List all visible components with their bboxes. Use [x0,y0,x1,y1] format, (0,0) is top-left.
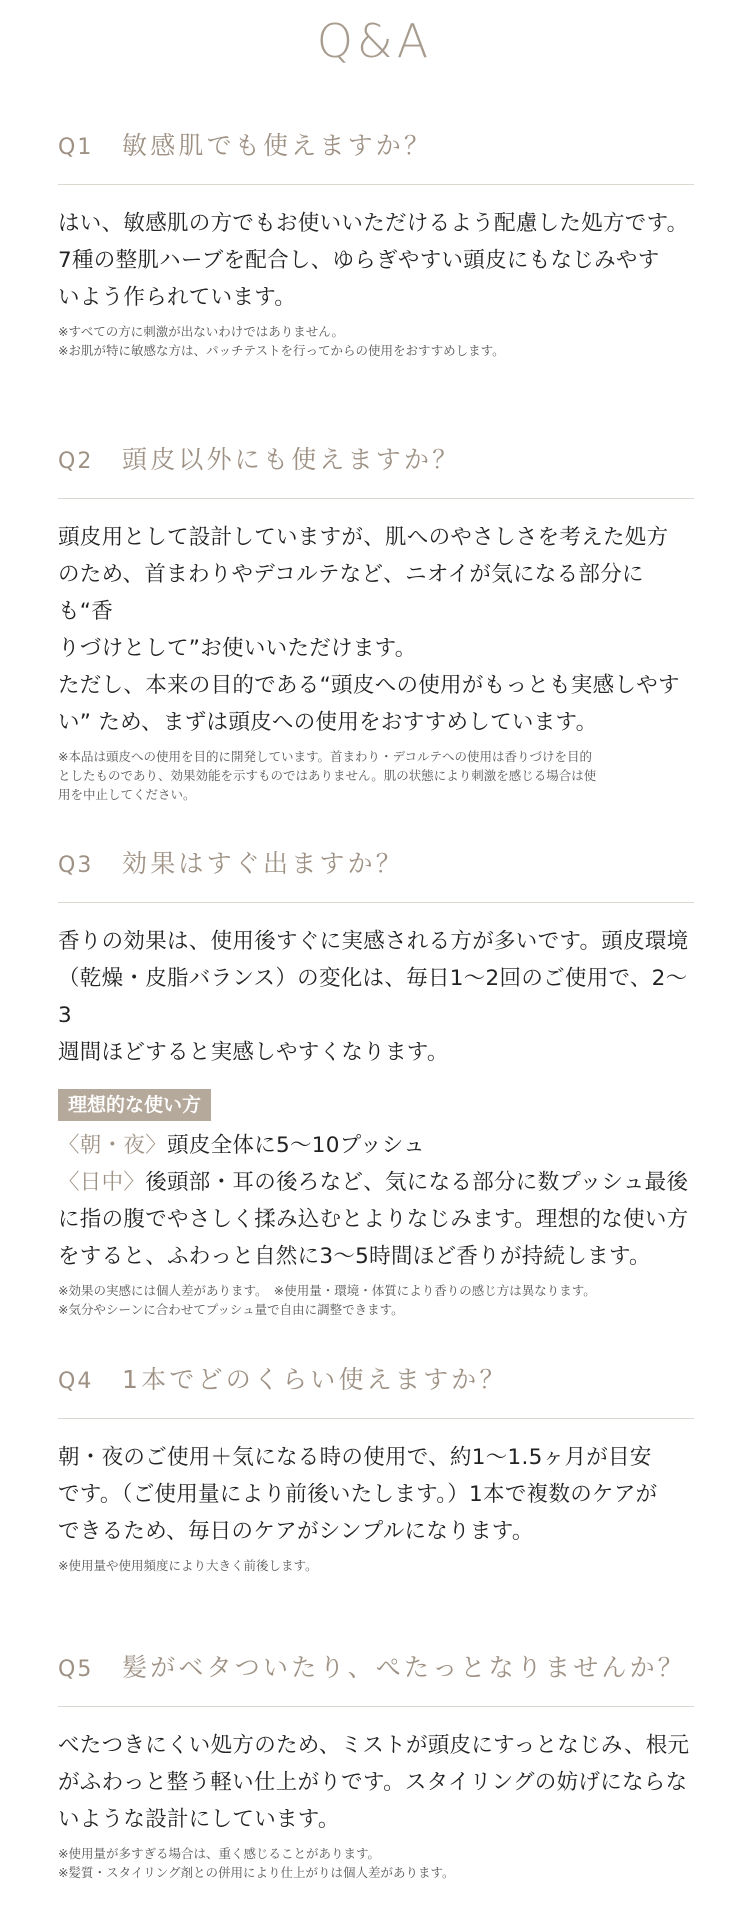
question-text: 1本でどのくらい使えますか？ [122,1365,508,1394]
answer-line: べたつきにくい処方のため、ミストが頭皮にすっとなじみ、根元 [58,1733,690,1758]
question-number: Q1 [58,135,94,160]
divider [58,498,694,499]
question-text: 頭皮以外にも使えますか？ [122,445,461,474]
answer-line: 頭皮用として設計していますが、肌へのやさしさを考えた処方 [58,525,669,550]
footnote-line: ※お肌が特に敏感な方は、パッチテストを行ってからの使用をおすすめします。 [58,343,505,358]
question-row [58,1352,694,1408]
footnote-line: ※髪質・スタイリング剤との併用により仕上がりは個人差があります。 [58,1865,455,1880]
answer [58,923,694,1071]
question-row [58,432,694,488]
answer [58,519,694,741]
answer-line: いよう作られています。 [58,285,297,310]
question-text: 敏感肌でも使えますか？ [122,131,433,160]
usage-tag: 〈朝・夜〉 [58,1133,168,1158]
answer-line: りづけとして”お使いいただけます。 [58,636,417,661]
usage-text: 後頭部・耳の後ろなど、気になる部分に数プッシュ最後 [145,1170,689,1195]
answer-line: できるため、毎日のケアがシンプルになります。 [58,1519,534,1544]
usage-tag: 〈日中〉 [58,1170,146,1195]
answer-line: 7種の整肌ハーブを配合し、ゆらぎやすい頭皮にもなじみやす [58,248,660,273]
question-text: 髪がベタついたり、ぺたっとなりませんか？ [122,1653,687,1682]
usage-line [58,1164,694,1201]
answer [58,1727,694,1838]
question-row [58,118,694,174]
divider [58,902,694,903]
footnote [58,1556,694,1575]
footnote [58,322,694,360]
qa-item-q2 [58,432,694,804]
question-row [58,1640,694,1696]
divider [58,1706,694,1707]
question-number: Q5 [58,1657,94,1682]
answer-line: 香りの効果は、使用後すぐに実感される方が多いです。頭皮環境 [58,929,689,954]
answer-line: いような設計にしています。 [58,1807,340,1832]
answer-line: 朝・夜のご使用＋気になる時の使用で、約1〜1.5ヶ月が目安 [58,1445,652,1470]
footnote [58,1281,694,1319]
question-row [58,836,694,892]
answer-line: です。（ご使用量により前後いたします。）1本で複数のケアが [58,1482,658,1507]
footnote-line: 用を中止してください。 [58,787,196,802]
divider [58,1418,694,1419]
footnote-line: ※使用量が多すぎる場合は、重く感じることがあります。 [58,1846,380,1861]
answer-line: がふわっと整う軽い仕上がりです。スタイリングの妨げにならな [58,1770,688,1795]
answer-line: はい、敏感肌の方でもお使いいただけるよう配慮した処方です。 [58,211,689,236]
qa-item-q4 [58,1352,694,1575]
answer-line: ただし、本来の目的である“頭皮への使用がもっとも実感しやす [58,673,680,698]
page-title: Q&A [316,14,433,68]
answer-line: 週間ほどすると実感しやすくなります。 [58,1040,449,1065]
answer-line: （乾燥・皮脂バランス）の変化は、毎日1〜2回のご使用で、2〜3 [58,966,688,1028]
footnote-line: ※本品は頭皮への使用を目的に開発しています。首まわり・デコルテへの使用は香りづけを目的 [58,749,592,764]
usage-line: に指の腹でやさしく揉み込むとよりなじみます。理想的な使い方 [58,1207,689,1232]
question-number: Q2 [58,449,94,474]
answer [58,205,694,316]
footnote-line: ※効果の実感には個人差があります。 ※使用量・環境・体質により香りの感じ方は異なります。 [58,1283,596,1298]
qa-item-q3 [58,836,694,1319]
answer-line: い” ため、まずは頭皮への使用をおすすめしています。 [58,710,598,735]
qa-item-q5 [58,1640,694,1882]
answer [58,1439,694,1550]
footnote-line: ※すべての方に刺激が出ないわけではありません。 [58,324,344,339]
question-number: Q3 [58,853,94,878]
footnote-line: ※気分やシーンに合わせてプッシュ量で自由に調整できます。 [58,1302,404,1317]
usage-text: 頭皮全体に5〜10プッシュ [167,1133,426,1158]
question-text: 効果はすぐ出ますか？ [122,849,405,878]
footnote-line: ※使用量や使用頻度により大きく前後します。 [58,1558,318,1573]
usage-line [58,1127,694,1164]
usage-badge: 理想的な使い方 [58,1089,211,1121]
usage-line: をすると、ふわっと自然に3〜5時間ほど香りが持続します。 [58,1244,651,1269]
footnote [58,1844,694,1882]
answer-line: のため、首まわりやデコルテなど、ニオイが気になる部分にも“香 [58,562,644,624]
question-number: Q4 [58,1369,94,1394]
footnote [58,747,694,804]
divider [58,184,694,185]
footnote-line: としたものであり、効果効能を示すものではありません。肌の状態により刺激を感じる場合は使 [58,768,597,783]
usage-list [58,1127,694,1275]
qa-item-q1 [58,118,694,360]
